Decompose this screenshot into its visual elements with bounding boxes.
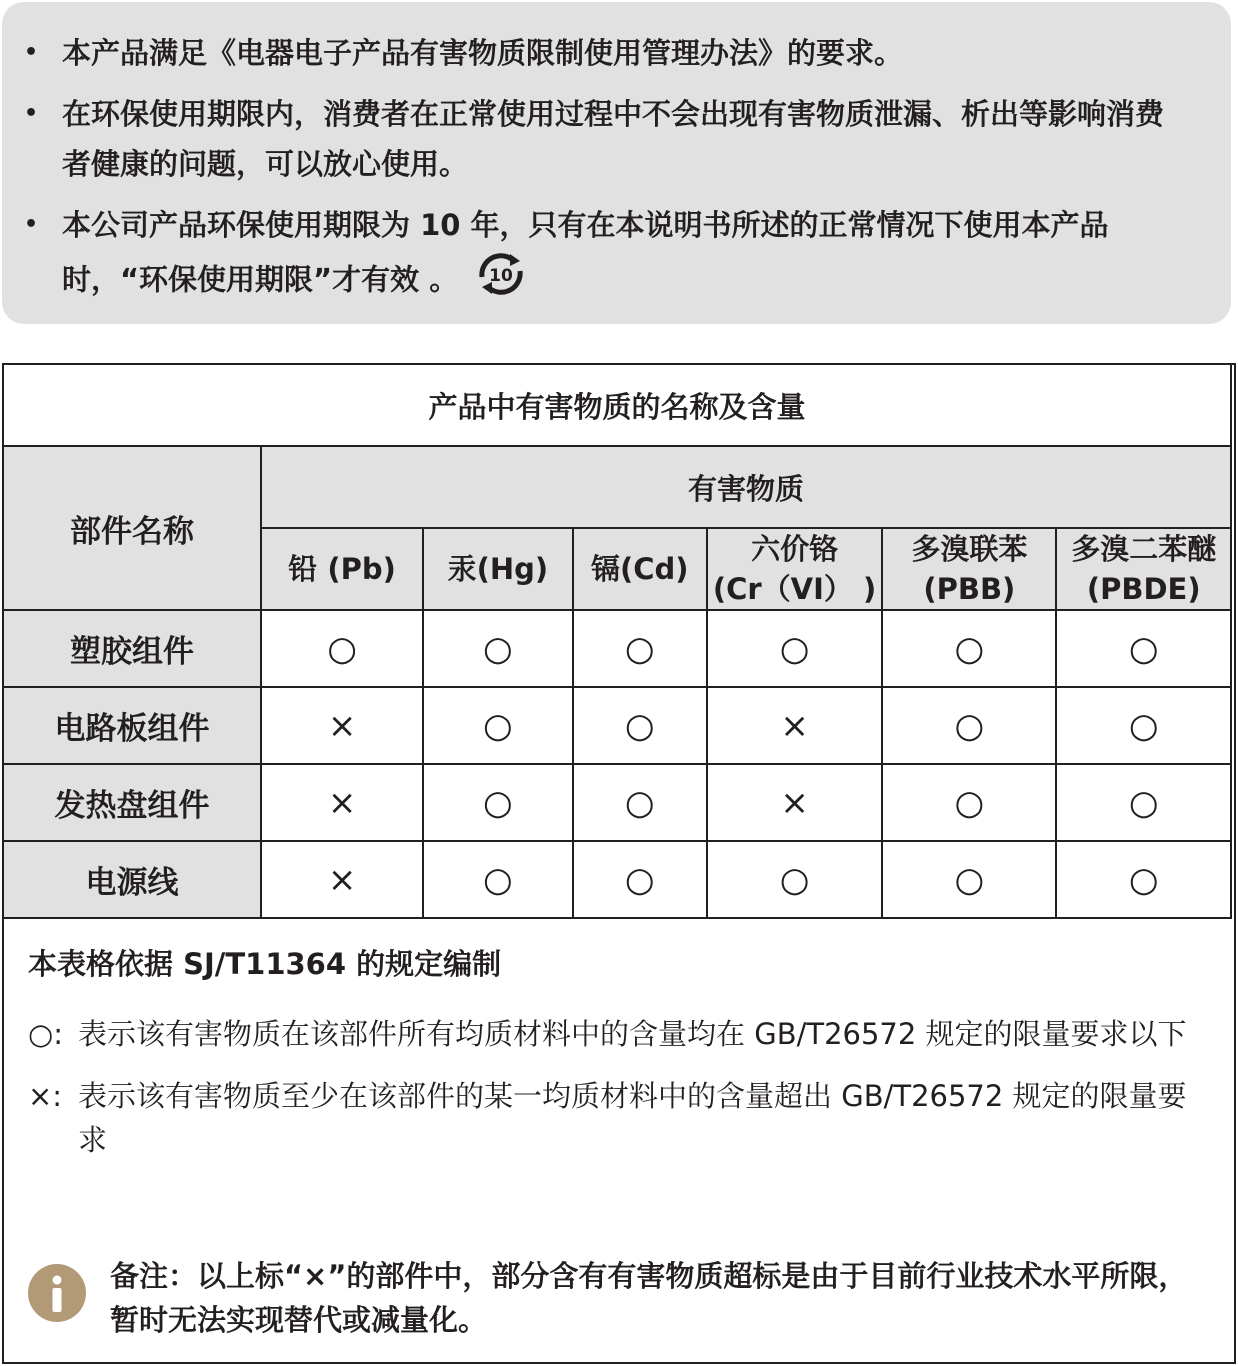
content-mark: ○ — [423, 610, 572, 687]
notice-text: 本公司产品环保使用期限为 10 年，只有在本说明书所述的正常情况下使用本产品时，“环保使用期限”才有效 。 — [62, 208, 1109, 297]
content-mark: ○ — [882, 841, 1056, 918]
part-name: 发热盘组件 — [3, 764, 261, 841]
remark — [28, 1254, 1208, 1342]
content-mark: ○ — [882, 687, 1056, 764]
content-mark: ○ — [573, 610, 707, 687]
logo-number: 10 — [489, 266, 514, 286]
notice-item — [24, 200, 1191, 313]
part-name: 塑胶组件 — [3, 610, 261, 687]
notice-text: 在环保使用期限内，消费者在正常使用过程中不会出现有害物质泄漏、析出等影响消费者健康的问题，可以放心使用。 — [62, 97, 1165, 181]
part-name: 电源线 — [3, 841, 261, 918]
substance-header-cd — [573, 528, 707, 610]
substance-header-pbde — [1056, 528, 1231, 610]
part-name-header: 部件名称 — [3, 446, 261, 610]
legend-symbol: ○: — [28, 1017, 64, 1051]
part-name: 电路板组件 — [3, 687, 261, 764]
legend-item — [28, 1012, 1208, 1056]
content-mark: × — [261, 764, 423, 841]
substance-header-hg — [423, 528, 572, 610]
content-mark: ○ — [882, 610, 1056, 687]
content-mark: × — [261, 841, 423, 918]
substance-line2: (Cr（VI） ) — [712, 572, 877, 606]
content-mark: ○ — [1056, 764, 1231, 841]
notice-item — [24, 89, 1191, 189]
substance-line1: 多溴联苯 — [911, 532, 1028, 566]
content-mark: ○ — [882, 764, 1056, 841]
substance-line1: 铅 (Pb) — [288, 552, 396, 586]
content-mark: ○ — [573, 764, 707, 841]
10-year-eco-logo-icon — [474, 250, 528, 313]
substance-line1: 汞(Hg) — [447, 552, 549, 586]
legend-text: 表示该有害物质在该部件所有均质材料中的含量均在 GB/T26572 规定的限量要求以下 — [78, 1017, 1187, 1051]
content-mark: × — [707, 764, 882, 841]
legend-text: 表示该有害物质至少在该部件的某一均质材料中的含量超出 GB/T26572 规定的限量要求 — [78, 1079, 1187, 1157]
substance-line2: (PBB) — [923, 572, 1016, 606]
substance-line2: (PBDE) — [1086, 572, 1201, 606]
notice-text: 本产品满足《电器电子产品有害物质限制使用管理办法》的要求。 — [62, 36, 904, 70]
substance-line1: 六价铬 — [751, 532, 839, 566]
legend-symbol: ×: — [28, 1079, 63, 1113]
content-mark: ○ — [423, 764, 572, 841]
bullet: • — [24, 101, 39, 126]
table-row — [3, 841, 1231, 918]
legend-item — [28, 1074, 1208, 1162]
content-mark: ○ — [423, 841, 572, 918]
content-mark: ○ — [707, 841, 882, 918]
content-mark: ○ — [707, 610, 882, 687]
table-row — [3, 610, 1231, 687]
substance-header-pb — [261, 528, 423, 610]
substance-line1: 镉(Cd) — [590, 552, 689, 586]
substance-table — [2, 363, 1232, 919]
notice-panel — [2, 2, 1231, 324]
table-notes — [28, 944, 1208, 1337]
bullet: • — [24, 212, 39, 237]
notice-item — [24, 28, 1191, 78]
bullet: • — [24, 40, 39, 65]
table-row — [3, 687, 1231, 764]
standard-basis-note: 本表格依据 SJ/T11364 的规定编制 — [28, 947, 502, 981]
content-mark: ○ — [1056, 687, 1231, 764]
table-row — [3, 764, 1231, 841]
content-mark: ○ — [1056, 841, 1231, 918]
content-mark: ○ — [573, 841, 707, 918]
remark-text: 备注：以上标“×”的部件中，部分含有有害物质超标是由于目前行业技术水平所限，暂时无法实现替代或减量化。 — [110, 1259, 1188, 1337]
content-mark: ○ — [261, 610, 423, 687]
content-mark: ○ — [573, 687, 707, 764]
hazardous-substance-header: 有害物质 — [261, 446, 1231, 528]
content-mark: × — [261, 687, 423, 764]
info-icon — [28, 1264, 86, 1322]
content-mark: ○ — [1056, 610, 1231, 687]
substance-header-cr6 — [707, 528, 882, 610]
content-mark: ○ — [423, 687, 572, 764]
substance-section — [2, 363, 1236, 1364]
substance-header-pbb — [882, 528, 1056, 610]
table-title: 产品中有害物质的名称及含量 — [3, 364, 1231, 446]
content-mark: × — [707, 687, 882, 764]
substance-line1: 多溴二苯醚 — [1071, 532, 1217, 566]
